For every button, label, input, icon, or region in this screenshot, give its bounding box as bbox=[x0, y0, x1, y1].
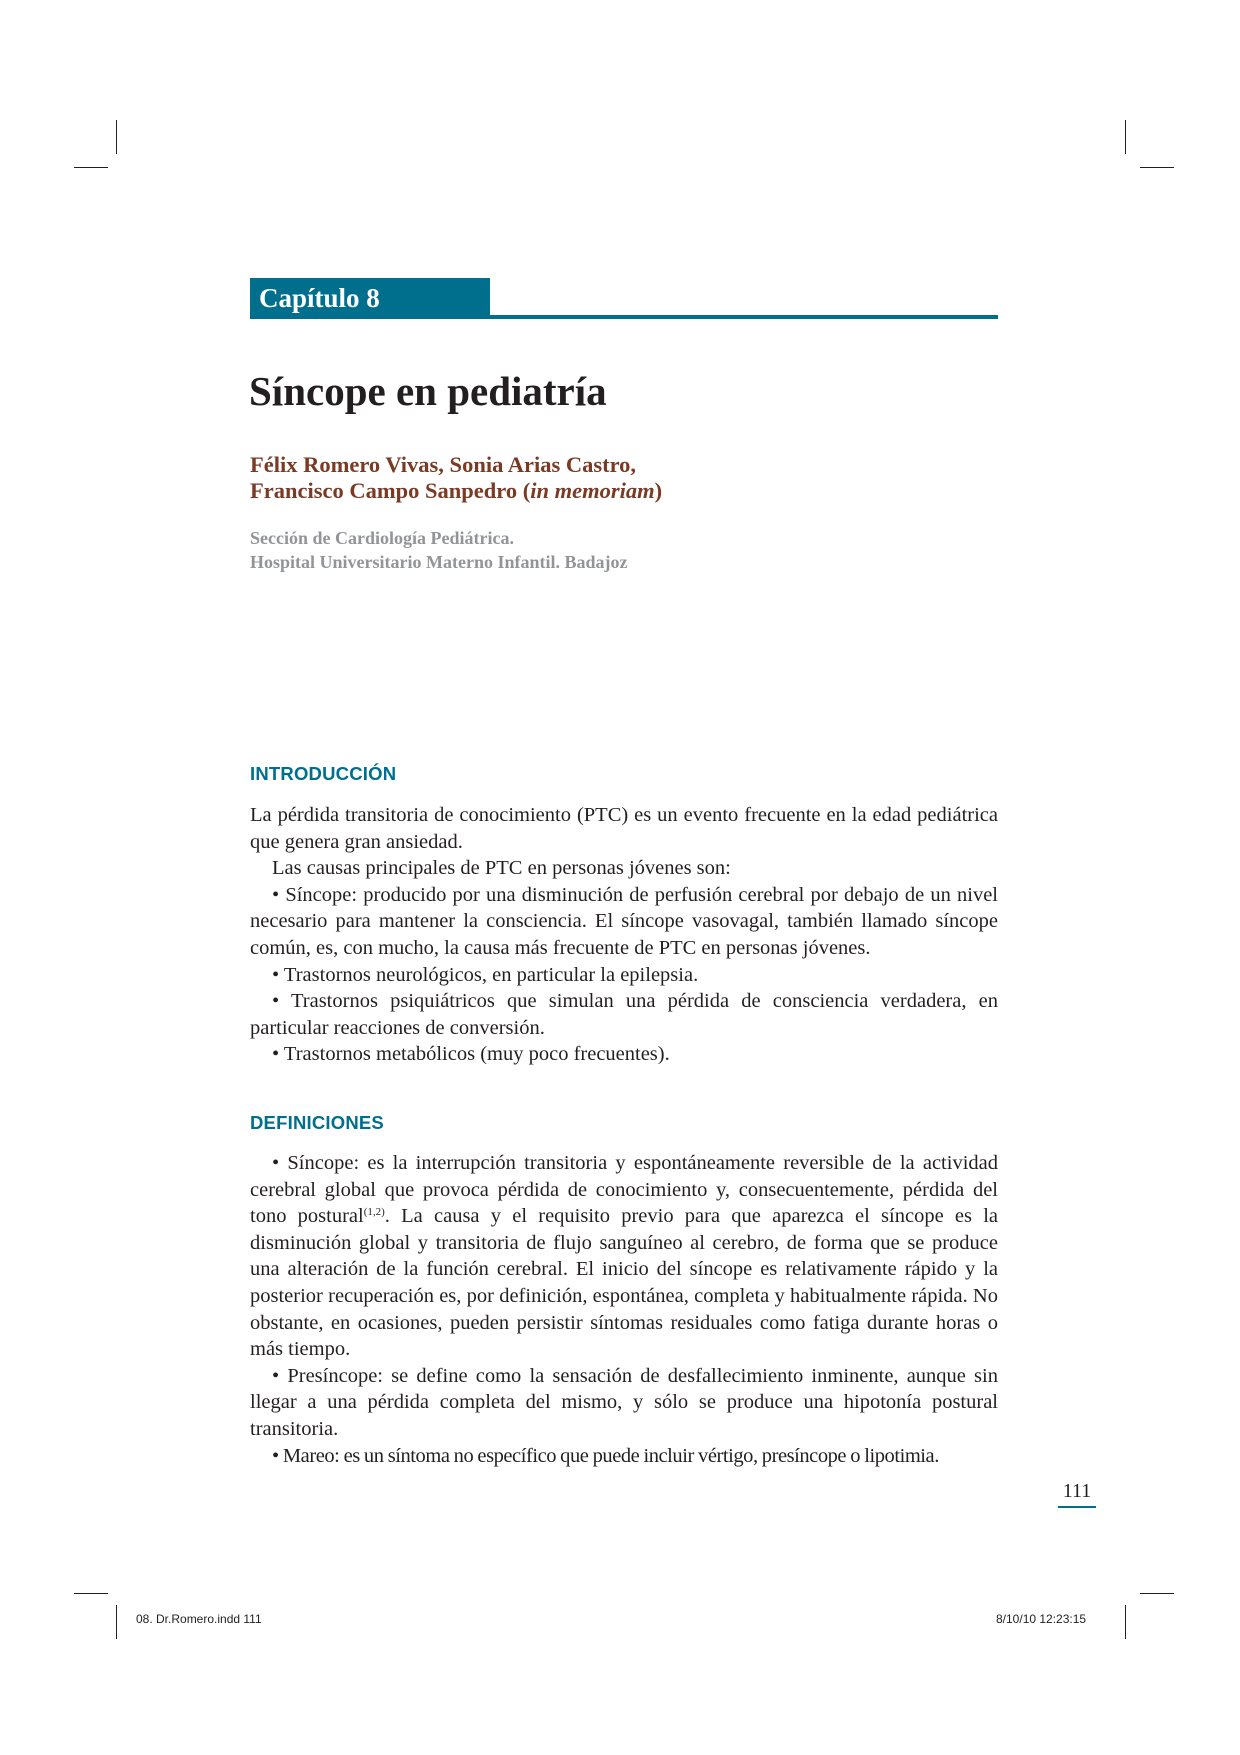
paragraph: La pérdida transitoria de conocimiento (PTC) es un evento frecuente en la edad pediátrica que genera gran ansiedad. bbox=[250, 804, 998, 853]
affiliation-line-2: Hospital Universitario Materno Infantil. Badajoz bbox=[250, 552, 628, 572]
definition-item bbox=[250, 1363, 998, 1443]
citation: (1,2) bbox=[363, 1206, 385, 1219]
section-body-definiciones bbox=[250, 1150, 998, 1469]
slug-timestamp: 8/10/10 12:23:15 bbox=[996, 1612, 1087, 1626]
definition-text: . La causa y el requisito previo para que aparezca el síncope es la disminución global y transitoria de flujo sanguíneo al cerebro, de forma que se produce una alteración de la función cerebral. El inicio del síncope es relativamente rápido y la posterior recuperación es, por definición, espontánea, completa y habitualmente rápida. No obstante, en ocasiones, pueden persistir síntomas residuales como fatiga durante horas o más tiempo. bbox=[250, 1205, 998, 1361]
crop-mark bbox=[1125, 1605, 1126, 1639]
authors bbox=[250, 452, 1010, 504]
definition-text: se define como la sensación de desfallecimiento inminente, aunque sin llegar a una pérdida completa del mismo, y sólo se produce una hipotonía postural transitoria. bbox=[250, 1364, 998, 1440]
crop-mark bbox=[1140, 1593, 1174, 1594]
definition-item bbox=[250, 1150, 998, 1363]
crop-mark bbox=[74, 167, 108, 168]
in-memoriam: in memoriam bbox=[530, 478, 655, 503]
paragraph: Las causas principales de PTC en personas jóvenes son: bbox=[272, 857, 731, 880]
crop-mark bbox=[116, 120, 117, 154]
definition-text: es la interrupción transitoria y espontáneamente reversible de la actividad cerebral global que provoca pérdida de conocimiento y, consecuentemente, pérdida del tono postural bbox=[250, 1152, 998, 1228]
section-heading-definiciones: DEFINICIONES bbox=[250, 1112, 384, 1133]
affiliation bbox=[250, 526, 1010, 574]
page-number: 111 bbox=[1062, 1480, 1092, 1502]
page-title: Síncope en pediatría bbox=[249, 368, 607, 414]
slug-file: 08. Dr.Romero.indd 111 bbox=[136, 1612, 262, 1626]
list-item: • Trastornos neurológicos, en particular la epilepsia. bbox=[272, 963, 699, 986]
crop-mark bbox=[1125, 120, 1126, 154]
definition-term: • Síncope: bbox=[272, 1152, 360, 1174]
affiliation-line-1: Sección de Cardiología Pediátrica. bbox=[250, 528, 514, 548]
authors-line-2 bbox=[250, 478, 1010, 504]
list-item: • Trastornos psiquiátricos que simulan una pérdida de consciencia verdadera, en particular reacciones de conversión. bbox=[250, 990, 998, 1039]
definition-text: es un síntoma no específico que puede incluir vértigo, presíncope o lipotimia. bbox=[339, 1444, 939, 1467]
authors-line-1: Félix Romero Vivas, Sonia Arias Castro, bbox=[250, 452, 637, 477]
definition-term: • Presíncope: bbox=[272, 1364, 383, 1387]
page-number-rule bbox=[1058, 1506, 1096, 1508]
author-close: ) bbox=[654, 478, 663, 503]
crop-mark bbox=[116, 1605, 117, 1639]
chapter-label: Capítulo 8 bbox=[250, 278, 490, 319]
section-body-introduccion bbox=[250, 802, 998, 1068]
section-heading-introduccion: INTRODUCCIÓN bbox=[250, 763, 397, 784]
definition-item bbox=[250, 1443, 998, 1470]
list-item: • Síncope: producido por una disminución de perfusión cerebral por debajo de un nivel necesario para mantener la consciencia. El síncope vasovagal, también llamado síncope común, es, con mucho, la causa más frecuente de PTC en personas jóvenes. bbox=[250, 883, 998, 959]
definition-term: • Mareo: bbox=[272, 1444, 340, 1467]
chapter-banner bbox=[250, 278, 998, 319]
crop-mark bbox=[74, 1593, 108, 1594]
list-item: • Trastornos metabólicos (muy poco frecuentes). bbox=[272, 1043, 670, 1066]
crop-mark bbox=[1140, 167, 1174, 168]
author-name: Francisco Campo Sanpedro ( bbox=[250, 478, 531, 503]
